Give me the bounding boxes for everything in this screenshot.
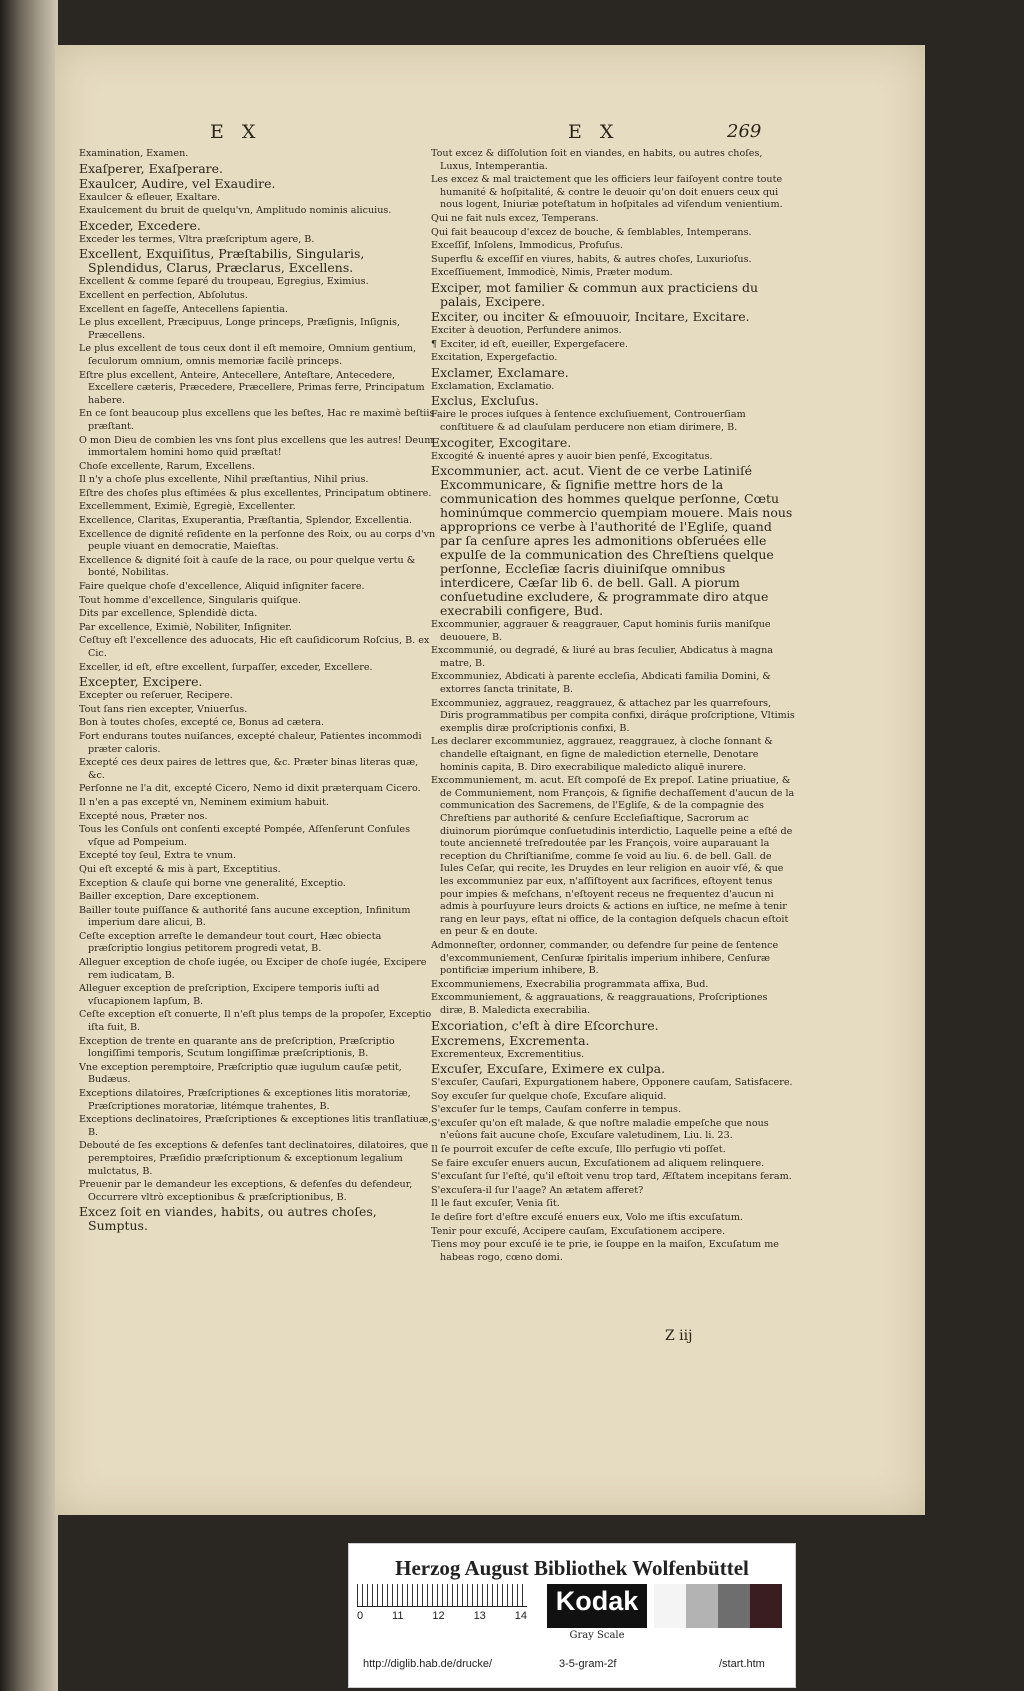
ruler-number: 13 — [473, 1610, 486, 1622]
dictionary-entry: S'excuſer, Cauſari, Expurgationem habere, Opponere cauſam, Satisfacere. — [431, 1077, 793, 1089]
dictionary-entry: Qui ne fait nuls excez, Temperans. — [431, 212, 599, 224]
dictionary-entry: Excellence de dignité reſidente en la perſonne des Roix, ou au corps d'vn peuple viuant en democratie, Maieſtas. — [79, 528, 436, 553]
dictionary-entry: Excellent, Exquiſitus, Præſtabilis, Singularis, Splendidus, Clarus, Præclarus, Excellens. — [79, 246, 365, 276]
dictionary-entry: Exceptions dilatoires, Præſcriptiones & exceptiones litis moratoriæ, Præſcriptiones moratoriæ, litémque trahentes, B. — [79, 1088, 411, 1112]
gray-swatch — [750, 1584, 782, 1628]
dictionary-entry: Tous les Conſuls ont conſenti excepté Pompée, Aſſenſerunt Conſules vſque ad Pompeium. — [79, 824, 410, 848]
dictionary-entry: Le plus excellent de tous ceux dont il eſt memoire, Omnium gentium, ſeculorum omnium, omnis memoriæ facilè princeps. — [79, 343, 417, 367]
dictionary-entry: Exclus, Excluſus. — [431, 393, 539, 409]
dictionary-entry: Faire le proces iuſques à ſentence excluſiuement, Controuerſiam conſtituere & ad clauſulam perducere non etiam dirimere, B. — [431, 409, 746, 433]
dictionary-entry: Exclamation, Exclamatio. — [431, 380, 555, 392]
running-head-right: E X — [568, 121, 620, 143]
gray-swatch — [654, 1584, 686, 1628]
dictionary-entry: Qui eſt excepté & mis à part, Exceptitius. — [79, 863, 281, 875]
dictionary-entry: Exaulcer, Audire, vel Exaudire. — [79, 175, 276, 191]
ruler-number: 14 — [514, 1610, 527, 1622]
dictionary-entry: Excoriation, c'eſt à dire Eſcorchure. — [431, 1017, 659, 1033]
library-target-card — [348, 1543, 796, 1688]
dictionary-entry: Excommuniement, m. acut. Eſt compoſé de Ex prepoſ. Latine priuatiue, & de Communiement, nom François, & ſignifie dechaſſement d'aucun de la communication des Sacremens, de l'Egliſe, & de la compagnie des Chreſtiens par authorité & cenſure Eccleſiaſtique, Sacrorum ac diuinorum piorúmque conſuetudinis interdictio, Laquelle peine a eſté de toute ancienneté treſredoutée par les François, voire auparauant la reception du Chriſtianiſme, comme ſe void au liu. 6. de bell. Gall. de Iules Ceſar, qui recite, les Druydes en leur religion en auoir vſé, & que les excommuniez par eux, n'aſſiſtoyent aux ſacrifices, eſtoyent tenus pour impies & meſchans, n'eſtoyent receus ne frequentez d'aucun ni admis à pourſuyure leurs droicts & actions en iuſtice, ne meſme à tenir rang en leur pays, eſtat ni office, de la contagion deſquels chacun eſtoit en peur & en doute. — [431, 775, 795, 938]
ruler-number: 12 — [432, 1610, 445, 1622]
dictionary-entry: Exciper, mot familier & commun aux practiciens du palais, Excipere. — [431, 279, 759, 309]
book-page — [55, 45, 925, 1515]
dictionary-entry: Excommuniemens, Execrabilia programmata affixa, Bud. — [431, 978, 709, 990]
gray-scale-label: Gray Scale — [569, 1630, 625, 1641]
url-label: http://diglib.hab.de/drucke/ — [363, 1658, 493, 1670]
dictionary-entry: Exaulcer & eſleuer, Exaltare. — [79, 191, 221, 203]
dictionary-entry: Excommuniez, Abdicati à parente eccleſia, Abdicati familia Domini, & extorres ſancta trinitate, B. — [431, 671, 771, 696]
dictionary-entry: Excrementeux, Excrementitius. — [431, 1048, 585, 1060]
dictionary-entry: Tout ſans rien excepter, Vniuerſus. — [79, 703, 248, 715]
dictionary-entry: Les declarer excommuniez, aggrauez, reaggrauez, à cloche ſonnant & chandelle eſtaignant, en ſigne de malediction eternelle, Denotare hominis capita, B. Diro execrabilique maledicto aliquē inurere. — [431, 736, 773, 773]
dictionary-entry: Excommunier, aggrauer & reaggrauer, Caput hominis furiis maniſque deuouere, B. — [431, 619, 771, 643]
running-head-left: E X — [210, 121, 262, 143]
dictionary-entry: ¶ Exciter, id eſt, eueiller, Expergefacere. — [431, 338, 628, 350]
dictionary-entry: Il n'y a choſe plus excellente, Nihil præſtantius, Nihil prius. — [79, 474, 369, 486]
ruler-numbers — [357, 1610, 527, 1622]
dictionary-entry: Tout excez & diſſolution ſoit en viandes, en habits, ou autres choſes, Luxus, Intemperantia. — [431, 148, 763, 172]
start-label: /start.htm — [719, 1658, 765, 1670]
dictionary-entry: Il ſe pourroit excuſer de ceſte excuſe, Illo perfugio vti poſſet. — [431, 1144, 726, 1156]
dictionary-entry: Alleguer exception de choſe iugée, ou Exciper de choſe iugée, Excipere rem iudicatam, B. — [79, 957, 427, 981]
page-number: 269 — [727, 121, 762, 142]
dictionary-entry: Ceſte exception arreſte le demandeur tout court, Hæc obiecta præſcriptio longius petitorem progredi vetat, B. — [79, 930, 382, 955]
dictionary-entry: S'excuſant ſur l'eſté, qu'il eſtoit venu trop tard, Æſtatem incepitans feram. — [431, 1171, 792, 1183]
dictionary-entry: Ie deſire fort d'eſtre excuſé enuers eux, Volo me iſtis excuſatum. — [431, 1212, 743, 1224]
dictionary-entry: Exceptions declinatoires, Præſcriptiones & exceptiones litis tranſlatiuæ, B. — [79, 1114, 432, 1138]
dictionary-entry: Excommuniez, aggrauez, reaggrauez, & attachez par les quarrefours, Diris programmatibus per compita confixi, diráque proſcriptione, Vltimis exemplis diræ proſcriptionis confixi, B. — [431, 697, 795, 734]
dictionary-entry: Ceſtuy eſt l'excellence des aduocats, Hic eſt cauſidicorum Roſcius, B. ex Cic. — [79, 635, 430, 659]
dictionary-entry: Debouté de ſes exceptions & defenſes tant declinatoires, dilatoires, que peremptoires, Præſidio præſcriptionum & exceptionum legalium mulctatus, B. — [79, 1140, 429, 1177]
dictionary-entry: Excommunié, ou degradé, & liuré au bras ſeculier, Abdicatus à magna matre, B. — [431, 645, 773, 669]
dictionary-entry: Alleguer exception de preſcription, Excipere temporis iuſti ad vſucapionem lapſum, B. — [79, 983, 380, 1007]
left-column — [79, 148, 437, 1234]
dictionary-entry: Fort endurans toutes nuiſances, excepté chaleur, Patientes incommodi præter caloris. — [79, 730, 422, 755]
dictionary-entry: Choſe excellente, Rarum, Excellens. — [79, 460, 255, 472]
dictionary-entry: Bailler toute puiſſance & authorité ſans aucune exception, Infinitum imperium dare alicui, B. — [79, 904, 411, 929]
dictionary-entry: S'excuſera-il ſur l'aage? An ætatem afferet? — [431, 1184, 644, 1196]
dictionary-entry: Il le faut excuſer, Venia ſit. — [431, 1198, 560, 1210]
dictionary-entry: Admonneſter, ordonner, commander, ou defendre ſur peine de ſentence d'excommuniement, Cenſuræ ſpiritalis imperium inhibere, Cenſuræ pontificiæ imperium inhibere, B. — [431, 939, 779, 977]
dictionary-entry: Excez ſoit en viandes, habits, ou autres choſes, Sumptus. — [79, 1204, 377, 1234]
dictionary-entry: Qui fait beaucoup d'excez de bouche, & ſemblables, Intemperans. — [431, 226, 752, 238]
dictionary-entry: S'excuſer ſur le temps, Cauſam conferre in tempus. — [431, 1104, 681, 1116]
ruler-number: 11 — [392, 1610, 404, 1622]
dictionary-entry: O mon Dieu de combien les vns ſont plus excellens que les autres! Deum immortalem homini homo quid præſtat! — [79, 434, 434, 459]
dictionary-entry: Exaſperer, Exaſperare. — [79, 160, 224, 176]
dictionary-entry: Excellemment, Eximiè, Egregiè, Excellenter. — [79, 501, 296, 513]
dictionary-entry: S'excuſer qu'on eſt malade, & que noſtre maladie empeſche que nous n'eûons fait aucune choſe, Excuſare valetudinem, Liu. li. 23. — [431, 1117, 769, 1142]
dictionary-entry: Excepté nous, Præter nos. — [79, 810, 208, 822]
gray-swatch — [718, 1584, 750, 1628]
dictionary-entry: Ceſte exception eſt conuerte, Il n'eſt plus temps de la propoſer, Exceptio iſta fuit, B. — [79, 1009, 432, 1034]
dictionary-entry: Excellent en ſageſſe, Antecellens ſapientia. — [79, 303, 288, 315]
ruler-number: 0 — [357, 1610, 364, 1622]
right-column — [431, 148, 795, 1265]
dictionary-entry: Exaulcement du bruit de quelqu'vn, Amplitudo nominis alicuius. — [79, 205, 392, 217]
dictionary-entry: Exceder, Excedere. — [79, 217, 201, 233]
dictionary-entry: Excellent en perfection, Abſolutus. — [79, 289, 248, 301]
dictionary-entry: Vne exception peremptoire, Præſcriptio quæ iugulum cauſæ petit, Budæus. — [79, 1061, 402, 1086]
dictionary-entry: Par excellence, Eximiè, Nobiliter, Inſigniter. — [79, 621, 292, 633]
dictionary-entry: En ce ſont beaucoup plus excellens que les beſtes, Hac re maximè beſtiis præſtant. — [79, 408, 435, 432]
dictionary-entry: Excellent & comme ſeparé du troupeau, Egregius, Eximius. — [79, 276, 369, 288]
dictionary-entry: Exceder les termes, Vltra præſcriptum agere, B. — [79, 233, 315, 245]
dictionary-entry: Excepté toy ſeul, Extra te vnum. — [79, 850, 236, 862]
gray-scale-swatches — [654, 1584, 782, 1628]
dictionary-entry: Le plus excellent, Præcipuus, Longe princeps, Præſignis, Inſignis, Præcellens. — [79, 317, 400, 341]
dictionary-entry: Tout homme d'excellence, Singularis quiſque. — [79, 594, 301, 606]
signature-mark: Z iij — [665, 1328, 693, 1344]
dictionary-entry: Superflu & exceſſif en viures, habits, & autres choſes, Luxurioſus. — [431, 253, 752, 265]
library-name: Herzog August Bibliothek Wolfenbüttel — [395, 1556, 749, 1580]
dictionary-entry: Bon à toutes choſes, excepté ce, Bonus ad cætera. — [79, 717, 325, 729]
shelfmark-label: 3-5-gram-2f — [559, 1658, 617, 1670]
dictionary-entry: Excepté ces deux paires de lettres que, &c. Præter binas literas quæ, &c. — [79, 757, 419, 781]
dictionary-entry: Examination, Examen. — [79, 148, 189, 159]
dictionary-entry: Bailler exception, Dare exceptionem. — [79, 891, 260, 903]
dictionary-entry: Excepter ou reſeruer, Recipere. — [79, 690, 233, 702]
dictionary-entry: Excommuniement, & aggrauations, & reaggrauations, Proſcriptiones diræ, B. Maledicta execrabilia. — [431, 992, 768, 1016]
dictionary-entry: Excellence & dignité ſoit à cauſe de la race, ou pour quelque vertu & bonté, Nobilitas. — [79, 554, 416, 579]
dictionary-entry: Eſtre des choſes plus eſtimées & plus excellentes, Principatum obtinere. — [79, 487, 432, 499]
dictionary-entry: Exciter à deuotion, Perfundere animos. — [431, 324, 622, 336]
dictionary-entry: Preuenir par le demandeur les exceptions, & defenſes du defendeur, Occurrere vltrò exceptionibus & præſcriptionibus, B. — [79, 1179, 413, 1203]
dictionary-entry: Faire quelque choſe d'excellence, Aliquid inſigniter facere. — [79, 581, 365, 593]
dictionary-entry: Soy excuſer ſur quelque choſe, Excuſare aliquid. — [431, 1090, 667, 1102]
dictionary-entry: Se faire excuſer enuers aucun, Excuſationem ad aliquem relinquere. — [431, 1157, 765, 1169]
dictionary-entry: Exceller, id eſt, eſtre excellent, ſurpaſſer, exceder, Excellere. — [79, 661, 373, 673]
dictionary-entry: Excogité & inuenté apres y auoir bien penſé, Excogitatus. — [431, 450, 713, 462]
dictionary-entry: Excommunier, act. acut. Vient de ce verbe Latiniſé Excommunicare, & ſignifie mettre hors de la communication des hommes quelque perſonne, Cœtu hominúmque commercio quempiam mouere. Mais nous approprions ce verbe à l'authorité de l'Egliſe, quand par ſa cenſure apres les admonitions obſeruées elle expulſe de la communication des Chreſtiens quelque perſonne, Eccleſiæ ſacris diuiniſque omnibus interdicere, Cæſar lib 6. de bell. Gall. A piorum conſuetudine excludere, & programmate diro atque execrabili configere, Bud. — [431, 463, 793, 619]
dictionary-entry: Exception & clauſe qui borne vne generalité, Exceptio. — [79, 877, 346, 889]
dictionary-entry: Exciter, ou inciter & eſmouuoir, Incitare, Excitare. — [431, 308, 750, 324]
book-spine — [0, 0, 58, 1691]
kodak-logo — [547, 1584, 647, 1628]
dictionary-entry: Exceſſiuement, Immodicè, Nimis, Præter modum. — [431, 267, 673, 279]
dictionary-entry: Exclamer, Exclamare. — [431, 364, 569, 380]
dictionary-entry: Il n'en a pas excepté vn, Neminem eximium habuit. — [79, 796, 329, 808]
dictionary-entry: Excellence, Claritas, Exuperantia, Præſtantia, Splendor, Excellentia. — [79, 515, 413, 527]
dictionary-entry: Excitation, Expergefactio. — [431, 352, 558, 364]
dictionary-entry: Les excez & mal traictement que les officiers leur faiſoyent contre toute humanité & hoſpitalité, & contre le deuoir qu'on doit enuers ceux qui nous logent, Iniuriæ poteſtatum in hoſpitales ad viſendum venientium. — [431, 174, 783, 211]
dictionary-entry: Excepter, Excipere. — [79, 674, 203, 690]
dictionary-entry: Exception de trente en quarante ans de preſcription, Præſcriptio longiſſimi temporis, Scutum longiſſimæ præſcriptionis, B. — [79, 1035, 395, 1060]
dictionary-entry: Excuſer, Excuſare, Eximere ex culpa. — [431, 1061, 666, 1077]
scale-ruler — [357, 1584, 527, 1607]
gray-swatch — [686, 1584, 718, 1628]
dictionary-entry: Exceſſif, Inſolens, Immodicus, Profuſus. — [431, 240, 623, 252]
kodak-brand: Kodak — [555, 1586, 639, 1616]
dictionary-entry: Eſtre plus excellent, Anteire, Antecellere, Anteſtare, Antecedere, Excellere cæteris, Præcedere, Præcellere, Primas ferre, Principatum habere. — [79, 369, 425, 406]
dictionary-entry: Perſonne ne l'a dit, excepté Cicero, Nemo id dixit præterquam Cicero. — [79, 783, 421, 795]
dictionary-entry: Tiens moy pour excuſé ie te prie, ie ſouppe en la maiſon, Excuſatum me habeas rogo, cœno domi. — [431, 1239, 779, 1263]
dictionary-entry: Excogiter, Excogitare. — [431, 434, 572, 450]
dictionary-entry: Dits par excellence, Splendidè dicta. — [79, 608, 258, 620]
dictionary-entry: Tenir pour excuſé, Accipere cauſam, Excuſationem accipere. — [431, 1225, 726, 1237]
dictionary-entry: Excremens, Excrementa. — [431, 1032, 590, 1048]
